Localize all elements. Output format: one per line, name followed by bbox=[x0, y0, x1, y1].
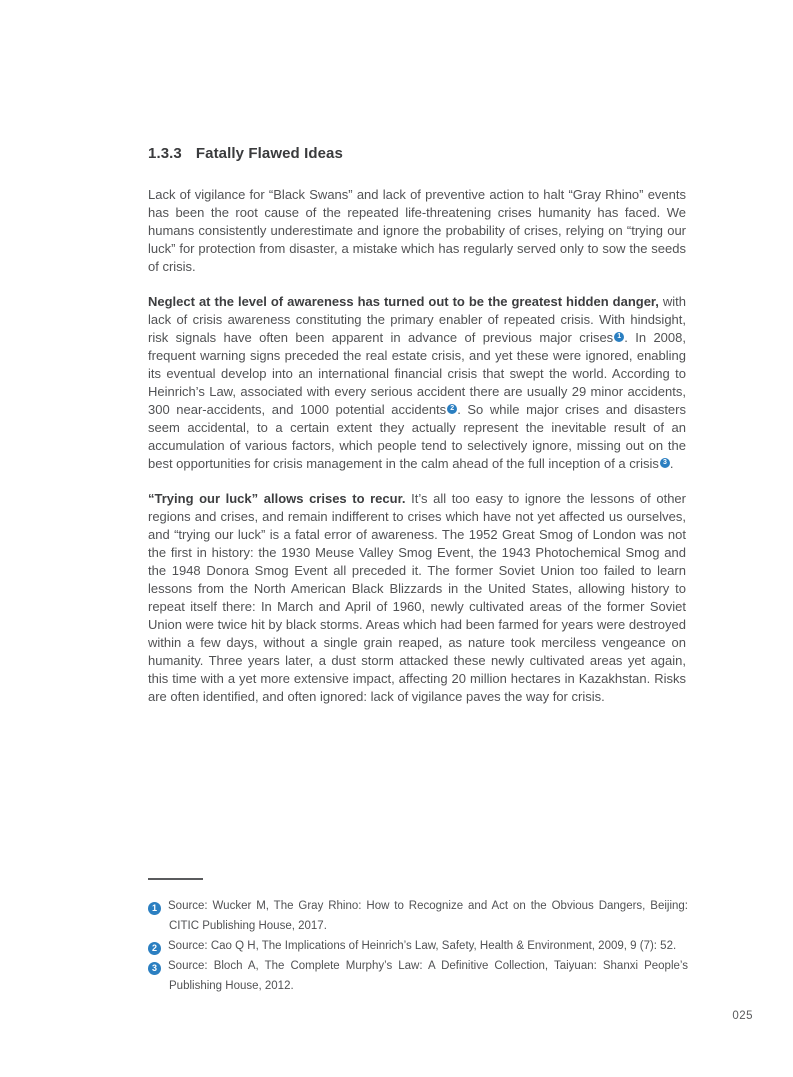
footnote-1-text: Source: Wucker M, The Gray Rhino: How to Recognize and Act on the Obvious Dangers, Beijing: CITIC Publishing House, 2017. bbox=[168, 900, 688, 932]
footnote-3-number-icon: 3 bbox=[148, 962, 161, 975]
footnote-2-number-icon: 2 bbox=[148, 942, 161, 955]
footnote-2 bbox=[148, 936, 688, 956]
paragraph-3-bold-lead: “Trying our luck” allows crises to recur. bbox=[148, 491, 406, 506]
footnote-3-text: Source: Bloch A, The Complete Murphy’s Law: A Definitive Collection, Taiyuan: Shanxi People’s Publishing House, 2012. bbox=[168, 960, 688, 992]
footnote-ref-3-icon: 3 bbox=[660, 458, 670, 468]
section-title: Fatally Flawed Ideas bbox=[195, 145, 343, 162]
paragraph-2-segment-2: . In 2008, frequent warning signs preceded the real estate crisis, and yet these were ignored, enabling its eventual develop into an international financial crisis that swept the world. According to Heinrich’s Law, associated with every serious accident there are usually 29 minor accidents, 300 near-accidents, and 1000 potential accidents bbox=[148, 330, 686, 417]
footnote-1-number-icon: 1 bbox=[148, 902, 161, 915]
paragraph-3-text: It’s all too easy to ignore the lessons of other regions and crises, and remain indifferent to crises which have not yet affected us ourselves, and “trying our luck” is a fatal error of awareness. The 1952 Great Smog of London was not the first in history: the 1930 Meuse Valley Smog Event, the 1943 Photochemical Smog and the 1948 Donora Smog Event all preceded it. The former Soviet Union too failed to learn lessons from the North American Black Blizzards in the United States, allowing history to repeat itself there: In March and April of 1960, newly cultivated areas of the former Soviet Union were twice hit by black storms. Areas which had been farmed for years were destroyed within a few days, without a single grain reaped, as nature took merciless vengeance on humanity. Three years later, a dust storm attacked these newly cultivated areas yet again, this time with a yet more extensive impact, affecting 20 million hectares in Kazakhstan. Risks are often identified, and often ignored: lack of vigilance paves the way for crisis. bbox=[148, 491, 686, 704]
paragraph-1 bbox=[148, 186, 686, 276]
paragraph-2 bbox=[148, 293, 686, 473]
paragraph-2-segment-3: . So while major crises and disasters seem accidental, to a certain extent they actually represent the inevitable result of an accumulation of various factors, which people tend to selectively ignore, missing out on the best opportunities for crisis management in the calm ahead of the full inception of a crisis bbox=[148, 402, 686, 471]
paragraph-2-segment-4: . bbox=[669, 456, 674, 471]
page-content bbox=[148, 145, 686, 723]
footnote-3 bbox=[148, 956, 688, 996]
paragraph-1-text: Lack of vigilance for “Black Swans” and lack of preventive action to halt “Gray Rhino” events has been the root cause of the repeated life-threatening crises humanity has faced. We humans consistently underestimate and ignore the probability of crises, relying on “trying our luck” for protection from disaster, a mistake which has regularly served only to sow the seeds of crisis. bbox=[148, 187, 686, 274]
footnotes-section bbox=[148, 878, 688, 996]
page-number: 025 bbox=[732, 1010, 753, 1022]
paragraph-3 bbox=[148, 490, 686, 706]
footnote-separator bbox=[148, 878, 203, 880]
footnote-2-text: Source: Cao Q H, The Implications of Heinrich’s Law, Safety, Health & Environment, 2009, 9 (7): 52. bbox=[168, 940, 677, 952]
section-heading bbox=[148, 145, 686, 162]
footnote-ref-1-icon: 1 bbox=[614, 332, 624, 342]
paragraph-2-bold-lead: Neglect at the level of awareness has turned out to be the greatest hidden danger, bbox=[148, 294, 659, 309]
section-number: 1.3.3 bbox=[148, 145, 182, 162]
footnote-1 bbox=[148, 896, 688, 936]
paragraph-2-segment-1: with lack of crisis awareness constituting the primary enabler of repeated crisis. With hindsight, risk signals have often been apparent in advance of previous major crises bbox=[148, 294, 686, 345]
footnote-ref-2-icon: 2 bbox=[447, 404, 457, 414]
